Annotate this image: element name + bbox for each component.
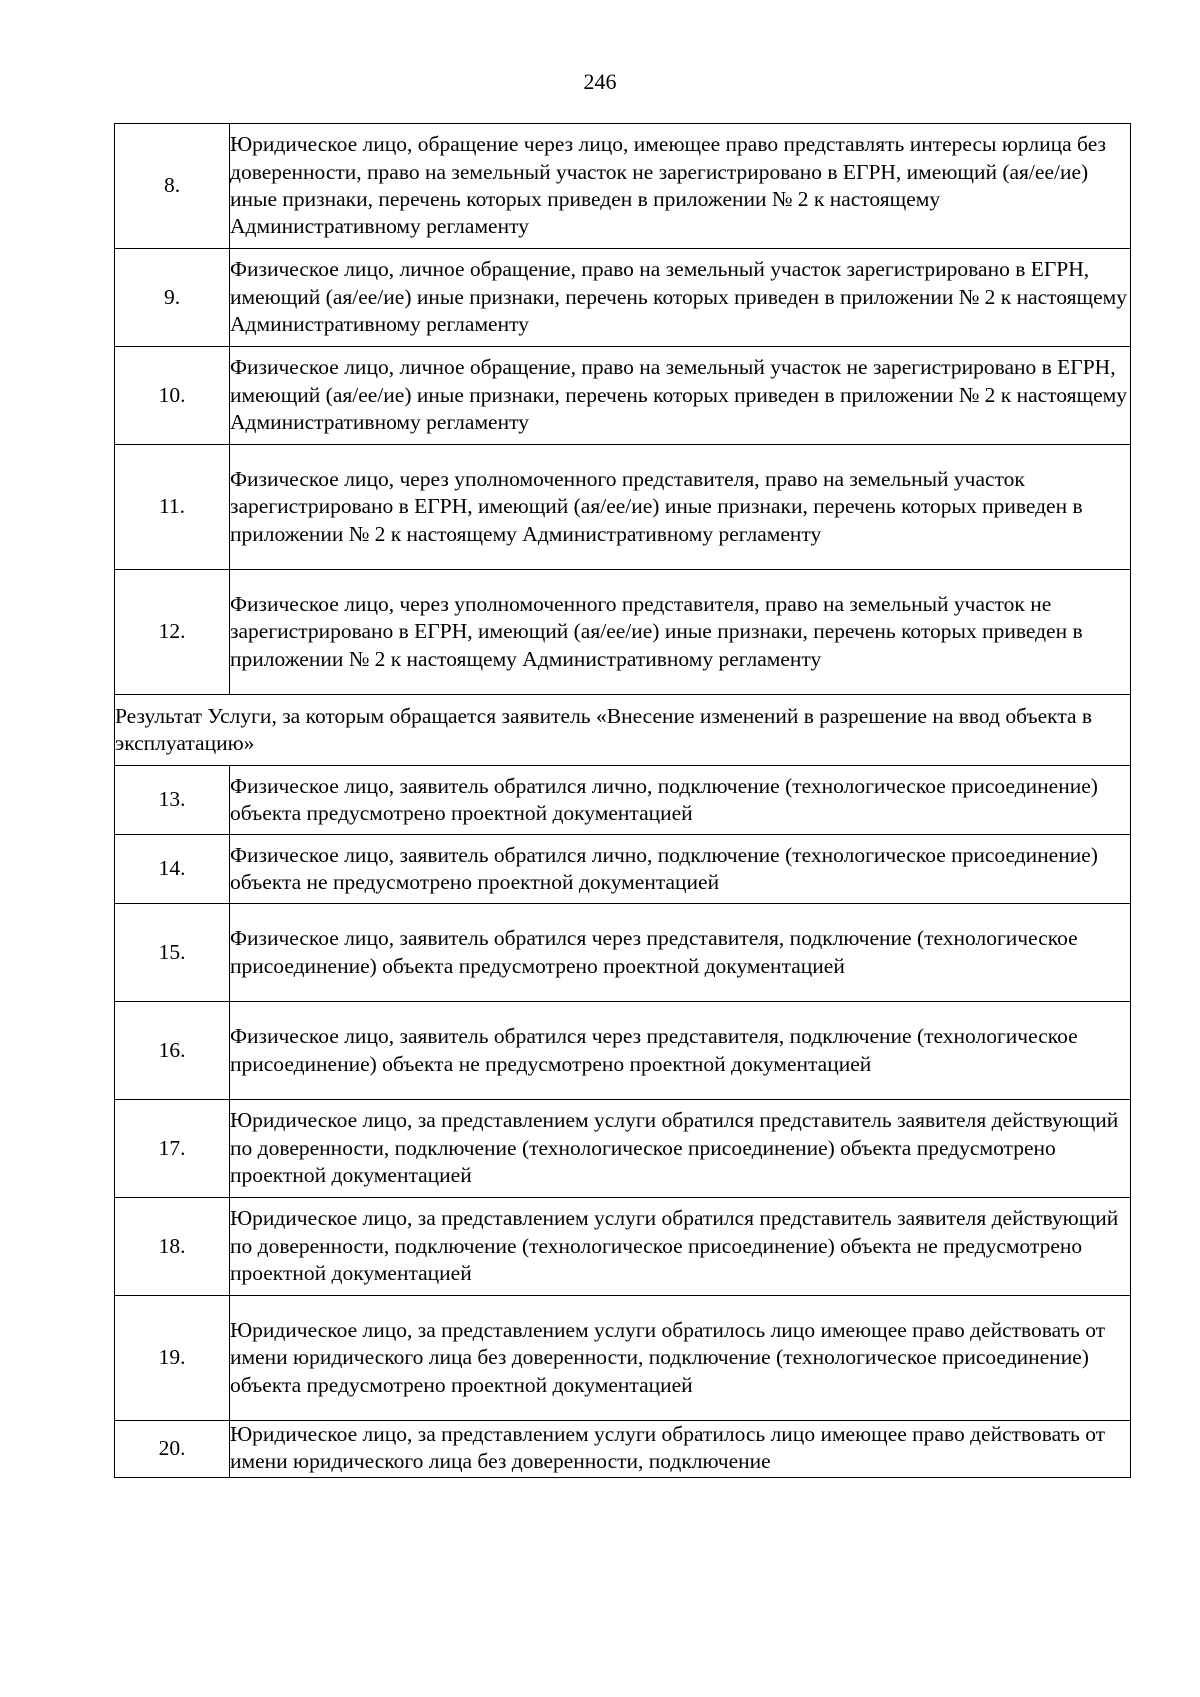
table-row xyxy=(115,445,1131,570)
section-header: Результат Услуги, за которым обращается заявитель «Внесение изменений в разрешение на ввод объекта в эксплуатацию» xyxy=(115,695,1131,766)
section-header-row xyxy=(115,695,1131,766)
row-number: 12. xyxy=(115,570,230,695)
row-number: 15. xyxy=(115,904,230,1002)
row-number: 17. xyxy=(115,1100,230,1198)
row-description: Физическое лицо, заявитель обратился через представителя, подключение (технологическое присоединение) объекта не предусмотрено проектной документацией xyxy=(230,1002,1131,1100)
row-number: 18. xyxy=(115,1198,230,1296)
table-row xyxy=(115,1002,1131,1100)
row-number: 11. xyxy=(115,445,230,570)
table-row xyxy=(115,835,1131,904)
table-row xyxy=(115,766,1131,835)
table-row xyxy=(115,1421,1131,1478)
table-row xyxy=(115,124,1131,249)
row-description: Физическое лицо, через уполномоченного представителя, право на земельный участок не зарегистрировано в ЕГРН, имеющий (ая/ее/ие) иные признаки, перечень которых приведен в приложении № 2 к настоящему Административному регламенту xyxy=(230,570,1131,695)
row-number: 14. xyxy=(115,835,230,904)
applicant-variants-table xyxy=(114,123,1131,1478)
table-row xyxy=(115,1198,1131,1296)
row-description: Юридическое лицо, за представлением услуги обратилось лицо имеющее право действовать от имени юридического лица без доверенности, подключение (технологическое присоединение) объекта предусмотрено проектной документацией xyxy=(230,1296,1131,1421)
row-description: Юридическое лицо, за представлением услуги обратилось лицо имеющее право действовать от имени юридического лица без доверенности, подключение xyxy=(230,1421,1131,1478)
row-number: 19. xyxy=(115,1296,230,1421)
table-row xyxy=(115,1296,1131,1421)
row-description: Физическое лицо, личное обращение, право на земельный участок зарегистрировано в ЕГРН, имеющий (ая/ее/ие) иные признаки, перечень которых приведен в приложении № 2 к настоящему Административному регламенту xyxy=(230,249,1131,347)
row-description: Физическое лицо, заявитель обратился через представителя, подключение (технологическое присоединение) объекта предусмотрено проектной документацией xyxy=(230,904,1131,1002)
page-number: 246 xyxy=(583,69,617,94)
row-description: Физическое лицо, заявитель обратился лично, подключение (технологическое присоединение) объекта предусмотрено проектной документацией xyxy=(230,766,1131,835)
row-description: Физическое лицо, личное обращение, право на земельный участок не зарегистрировано в ЕГРН, имеющий (ая/ее/ие) иные признаки, перечень которых приведен в приложении № 2 к настоящему Административному регламенту xyxy=(230,347,1131,445)
table-row xyxy=(115,249,1131,347)
table-row xyxy=(115,347,1131,445)
row-number: 16. xyxy=(115,1002,230,1100)
row-description: Физическое лицо, заявитель обратился лично, подключение (технологическое присоединение) объекта не предусмотрено проектной документацией xyxy=(230,835,1131,904)
row-number: 10. xyxy=(115,347,230,445)
row-description: Юридическое лицо, за представлением услуги обратился представитель заявителя действующий по доверенности, подключение (технологическое присоединение) объекта предусмотрено проектной документацией xyxy=(230,1100,1131,1198)
row-description: Юридическое лицо, за представлением услуги обратился представитель заявителя действующий по доверенности, подключение (технологическое присоединение) объекта не предусмотрено проектной документацией xyxy=(230,1198,1131,1296)
table-row xyxy=(115,904,1131,1002)
row-number: 9. xyxy=(115,249,230,347)
row-number: 8. xyxy=(115,124,230,249)
row-number: 20. xyxy=(115,1421,230,1478)
row-number: 13. xyxy=(115,766,230,835)
table-row xyxy=(115,1100,1131,1198)
row-description: Юридическое лицо, обращение через лицо, имеющее право представлять интересы юрлица без доверенности, право на земельный участок не зарегистрировано в ЕГРН, имеющий (ая/ее/ие) иные признаки, перечень которых приведен в приложении № 2 к настоящему Административному регламенту xyxy=(230,124,1131,249)
row-description: Физическое лицо, через уполномоченного представителя, право на земельный участок зарегистрировано в ЕГРН, имеющий (ая/ее/ие) иные признаки, перечень которых приведен в приложении № 2 к настоящему Административному регламенту xyxy=(230,445,1131,570)
table-row xyxy=(115,570,1131,695)
